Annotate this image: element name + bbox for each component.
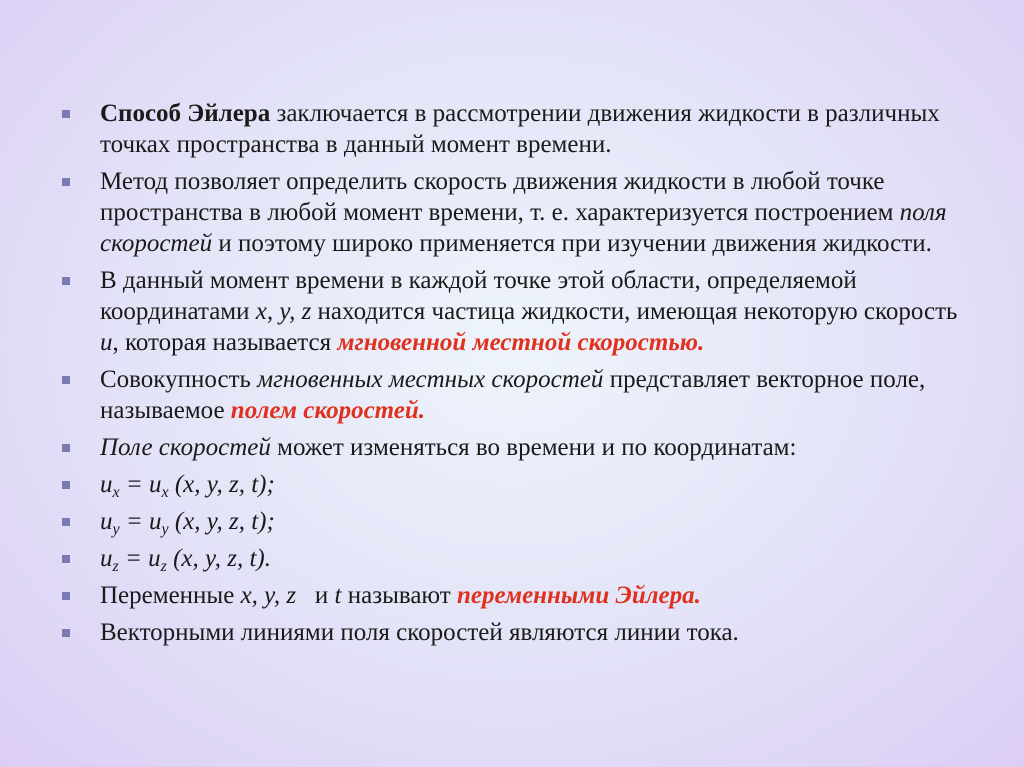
- bullet-field-definition: [62, 364, 982, 426]
- bullet-euler-variables: [62, 580, 982, 611]
- term-velocity-field-red: полем скоростей.: [230, 397, 426, 424]
- formula-uz: [62, 543, 982, 574]
- coords: x, y, z: [255, 298, 312, 325]
- formula-sub: z: [112, 558, 119, 575]
- text: , которая называется: [112, 329, 338, 356]
- text: заключается в рассмотрении движения жидкости в различных точках пространства в данный момент времени.: [100, 100, 940, 158]
- bullet-marker-icon: [62, 444, 70, 452]
- bullet-marker-icon: [62, 481, 70, 489]
- bullet-field-varies: [62, 432, 982, 463]
- text: представляет векторное поле, называемое: [100, 366, 926, 424]
- bullet-euler-method: [62, 98, 982, 160]
- text: может изменяться во времени и по координатам:: [270, 434, 797, 461]
- term-euler-variables: переменными Эйлера.: [456, 582, 701, 609]
- formula-u: u: [100, 508, 113, 535]
- text: и: [296, 582, 335, 609]
- formula-sub: y: [161, 521, 169, 538]
- bullet-marker-icon: [62, 178, 70, 186]
- formula-ux: [62, 469, 982, 500]
- formula-eq: = u: [119, 471, 162, 498]
- bullet-marker-icon: [62, 629, 70, 637]
- bullet-marker-icon: [62, 277, 70, 285]
- bullet-method-allows: [62, 166, 982, 259]
- text: и поэтому широко применяется при изучении движения жидкости.: [212, 230, 932, 257]
- formula-sub: x: [112, 484, 120, 501]
- vars: x, y, z: [240, 582, 297, 609]
- formula-uy: [62, 506, 982, 537]
- term-instant-local-velocity: мгновенной местной скоростью.: [337, 329, 705, 356]
- bullet-marker-icon: [62, 518, 70, 526]
- formula-sub: x: [161, 484, 169, 501]
- bullet-marker-icon: [62, 376, 70, 384]
- formula-sub: z: [160, 558, 167, 575]
- text: называют: [341, 582, 457, 609]
- bullet-streamlines: [62, 617, 982, 648]
- term-euler-method: Способ Эйлера: [100, 100, 271, 127]
- formula-eq: = u: [119, 508, 162, 535]
- bullet-list: [62, 98, 982, 654]
- bullet-marker-icon: [62, 592, 70, 600]
- term-velocity-field: поля скоростей: [100, 199, 947, 257]
- formula-u: u: [100, 471, 113, 498]
- formula-args: (x, y, z, t);: [168, 508, 275, 535]
- formula-args: (x, y, z, t).: [166, 545, 271, 572]
- text: находится частица жидкости, имеющая некоторую скорость: [311, 298, 958, 325]
- text: Векторными линиями поля скоростей являются линии тока.: [100, 619, 739, 646]
- var-u: u: [100, 329, 113, 356]
- term-instant-velocities: мгновенных местных скоростей: [257, 366, 604, 393]
- text: Совокупность: [100, 366, 258, 393]
- formula-sub: y: [112, 521, 120, 538]
- text: В данный момент времени в каждой точке этой области, определяемой координатами: [100, 267, 857, 325]
- formula-args: (x, y, z, t);: [168, 471, 275, 498]
- formula-u: u: [100, 545, 113, 572]
- formula-eq: = u: [118, 545, 161, 572]
- var-t: t: [334, 582, 342, 609]
- bullet-instant-local-velocity: [62, 265, 982, 358]
- bullet-marker-icon: [62, 110, 70, 118]
- term-velocity-field-italic: Поле скоростей: [100, 434, 271, 461]
- text: Переменные: [100, 582, 241, 609]
- text: Метод позволяет определить скорость движения жидкости в любой точке пространства в любой момент времени, т. е. характеризуется построением: [100, 168, 900, 226]
- bullet-marker-icon: [62, 555, 70, 563]
